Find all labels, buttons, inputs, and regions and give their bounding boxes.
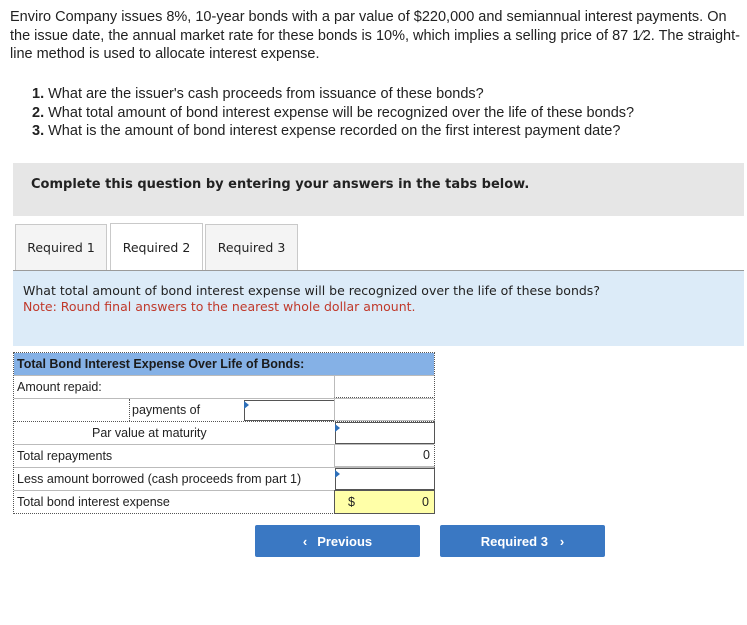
- panel-question: What total amount of bond interest expense will be recognized over the life of these bonds?: [23, 283, 600, 298]
- chevron-right-icon: ›: [559, 533, 565, 549]
- previous-label: Previous: [317, 533, 373, 549]
- problem-intro: Enviro Company issues 8%, 10-year bonds with a par value of $220,000 and semiannual interest payments. On the issue date, the annual market rate for these bonds is 10%, which implies a selling price of 87 1⁄2. The straight-line method is used to allocate interest expense.: [10, 9, 740, 62]
- question-item: 1. What are the issuer's cash proceeds from issuance of these bonds?: [32, 86, 484, 102]
- total-repayments-value: 0: [334, 444, 435, 467]
- instruction-banner: [13, 163, 744, 216]
- input-marker-icon: [244, 401, 249, 409]
- question-item: 2. What total amount of bond interest expense will be recognized over the life of these bonds?: [32, 104, 635, 121]
- tab-required-1[interactable]: Required 1: [15, 224, 107, 270]
- input-marker-icon: [335, 470, 340, 478]
- tab-required-3[interactable]: Required 3: [205, 224, 298, 270]
- currency-symbol: $: [348, 495, 355, 509]
- par-value-row: Par value at maturity: [14, 422, 434, 445]
- total-expense-row: Total bond interest expense: [17, 495, 170, 509]
- next-label: Required 3: [480, 533, 548, 549]
- less-borrowed-input[interactable]: [335, 468, 435, 490]
- amount-repaid-value-cell: [334, 375, 435, 398]
- payments-amount-input[interactable]: [244, 400, 335, 421]
- payments-row: payments of: [14, 399, 434, 422]
- total-repayments-row: Total repayments: [14, 445, 434, 468]
- total-expense-amount: 0: [422, 495, 429, 509]
- less-borrowed-row: Less amount borrowed (cash proceeds from part 1): [14, 468, 434, 491]
- par-value-input[interactable]: [335, 422, 435, 444]
- total-expense-value: [334, 490, 435, 514]
- chevron-left-icon: ‹: [302, 533, 308, 549]
- worksheet-header: Total Bond Interest Expense Over Life of Bonds:: [14, 353, 434, 376]
- question-list: [32, 85, 634, 141]
- amount-repaid-row: Amount repaid:: [14, 376, 434, 399]
- panel-note: Note: Round final answers to the nearest whole dollar amount.: [23, 299, 416, 314]
- question-panel: [13, 271, 744, 346]
- previous-button[interactable]: [255, 525, 420, 557]
- question-item: 3. What is the amount of bond interest expense recorded on the first interest payment date?: [32, 123, 621, 139]
- instruction-text: Complete this question by entering your answers in the tabs below.: [31, 177, 530, 192]
- payments-value-cell: [334, 398, 435, 421]
- next-button[interactable]: [440, 525, 605, 557]
- input-marker-icon: [335, 424, 340, 432]
- tab-required-2[interactable]: Required 2: [110, 223, 203, 271]
- payments-count-input[interactable]: [14, 399, 130, 421]
